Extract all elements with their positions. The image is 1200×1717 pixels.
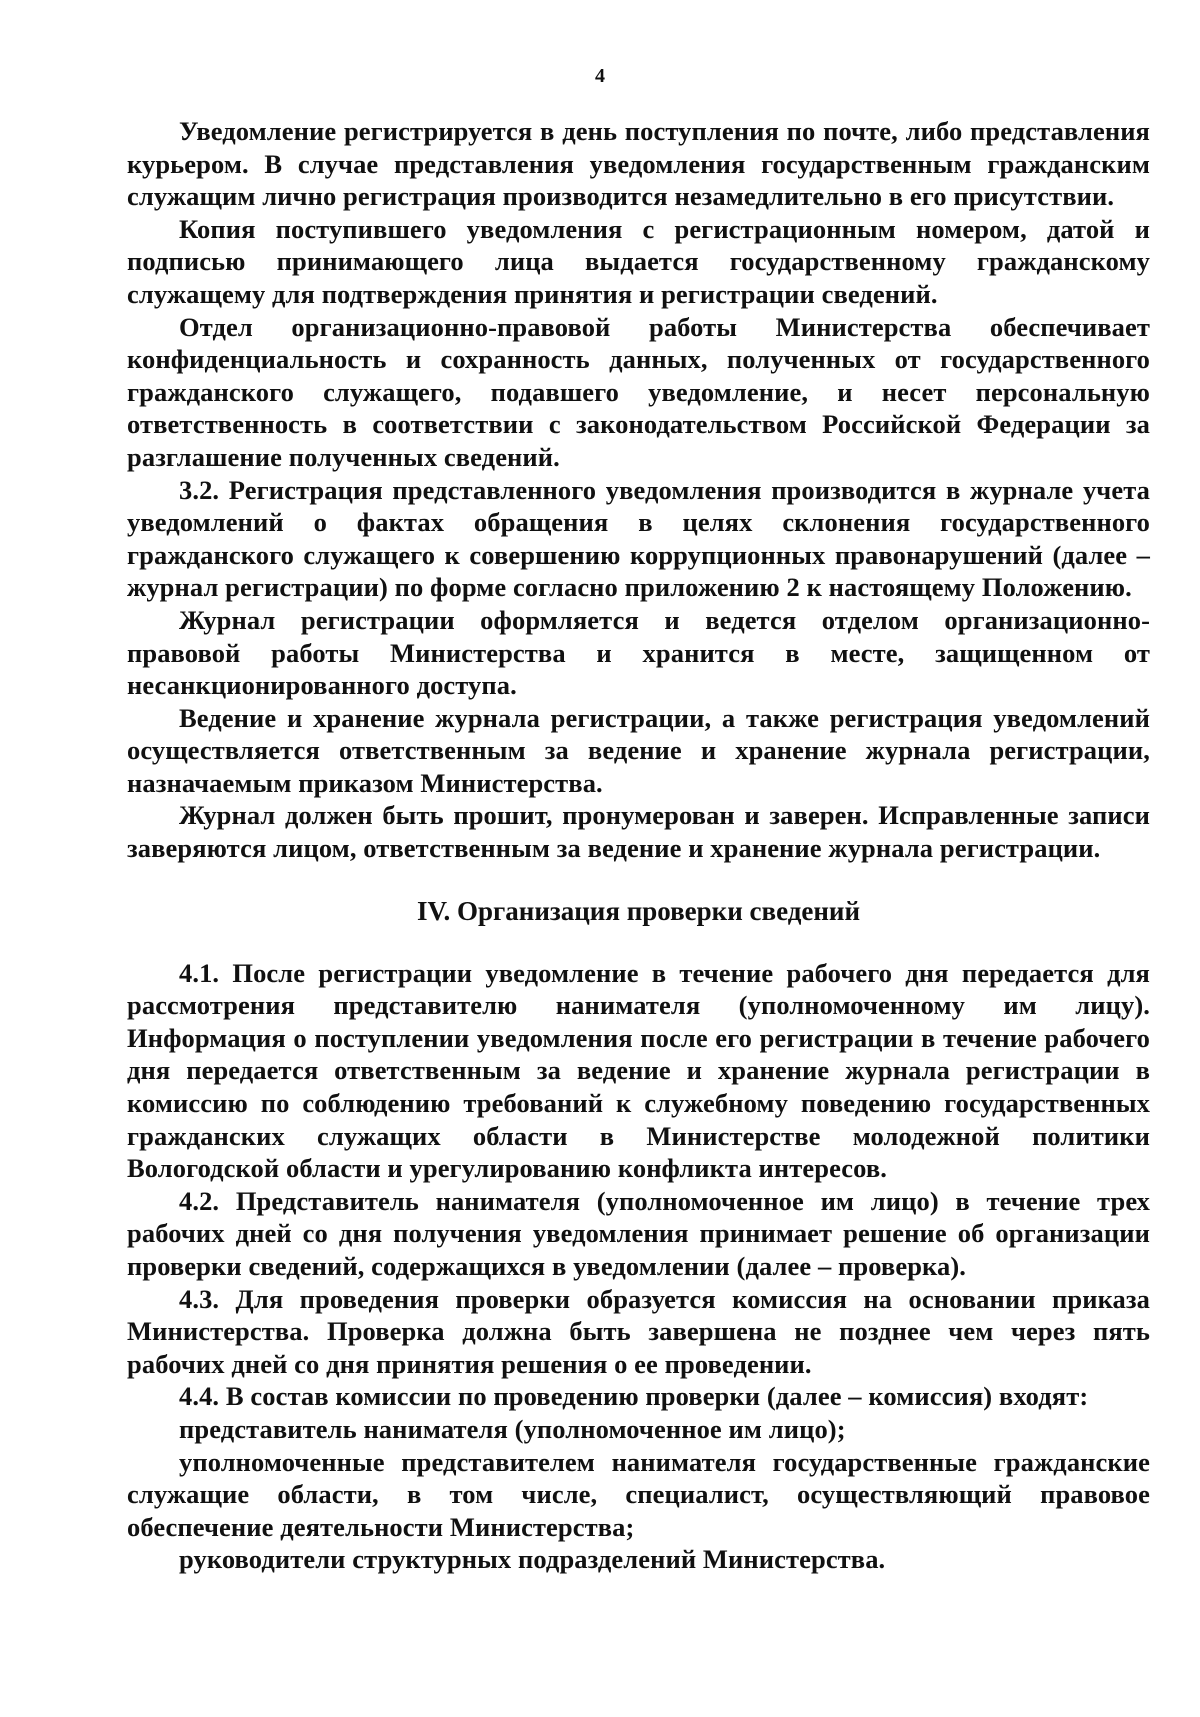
section-heading: IV. Организация проверки сведений: [416, 895, 861, 926]
paragraph: уполномоченные представителем нанимателя государственные гражданские служащие области, в том числе, специалист, осуществляющий правовое обеспечение деятельности Министерства;: [127, 1446, 1150, 1542]
paragraph: Отдел организационно-правовой работы Министерства обеспечивает конфиденциальность и сохранность данных, полученных от государственного гражданского служащего, подавшего уведомление, и несет персональную ответственность в соответствии с законодательством Российской Федерации за разглашение полученных сведений.: [127, 311, 1150, 472]
paragraph: 3.2. Регистрация представленного уведомления производится в журнале учета уведомлений о фактах обращения в целях склонения государственного гражданского служащего к совершению коррупционных правонарушений (далее – журнал регистрации) по форме согласно приложению 2 к настоящему Положению.: [127, 474, 1150, 603]
paragraph: Уведомление регистрируется в день поступления по почте, либо представления курьером. В случае представления уведомления государственным гражданским служащим лично регистрация производится незамедлительно в его присутствии.: [127, 116, 1150, 212]
paragraph: Журнал должен быть прошит, пронумерован и заверен. Исправленные записи заверяются лицом, ответственным за ведение и хранение журнала регистрации.: [127, 800, 1150, 864]
document-body: [127, 115, 1150, 1576]
paragraph: Журнал регистрации оформляется и ведется отделом организационно-правовой работы Министерства и хранится в месте, защищенном от несанкционированного доступа.: [127, 604, 1150, 701]
page-number: 4: [595, 65, 605, 87]
paragraph: Ведение и хранение журнала регистрации, а также регистрация уведомлений осуществляется ответственным за ведение и хранение журнала регистрации, назначаемым приказом Министерства.: [127, 702, 1150, 798]
paragraph: Копия поступившего уведомления с регистрационным номером, датой и подписью принимающего лица выдается государственному гражданскому служащему для подтверждения принятия и регистрации сведений.: [127, 213, 1150, 309]
paragraph: руководители структурных подразделений Министерства.: [179, 1544, 886, 1575]
paragraph: 4.4. В состав комиссии по проведению проверки (далее – комиссия) входят:: [179, 1381, 1089, 1412]
paragraph: представитель нанимателя (уполномоченное им лицо);: [179, 1413, 846, 1444]
paragraph: 4.2. Представитель нанимателя (уполномоченное им лицо) в течение трех рабочих дней со дня получения уведомления принимает решение об организации проверки сведений, содержащихся в уведомлении (далее – проверка).: [127, 1185, 1150, 1281]
paragraph: 4.1. После регистрации уведомление в течение рабочего дня передается для рассмотрения представителю нанимателя (уполномоченному им лицу). Информация о поступлении уведомления после его регистрации в течение рабочего дня передается ответственным за ведение и хранение журнала регистрации в комиссию по соблюдению требований к служебному поведению государственных гражданских служащих области в Министерстве молодежной политики Вологодской области и урегулированию конфликта интересов.: [127, 957, 1150, 1184]
paragraph: 4.3. Для проведения проверки образуется комиссия на основании приказа Министерства. Проверка должна быть завершена не позднее чем через пять рабочих дней со дня принятия решения о ее проведении.: [127, 1283, 1150, 1379]
